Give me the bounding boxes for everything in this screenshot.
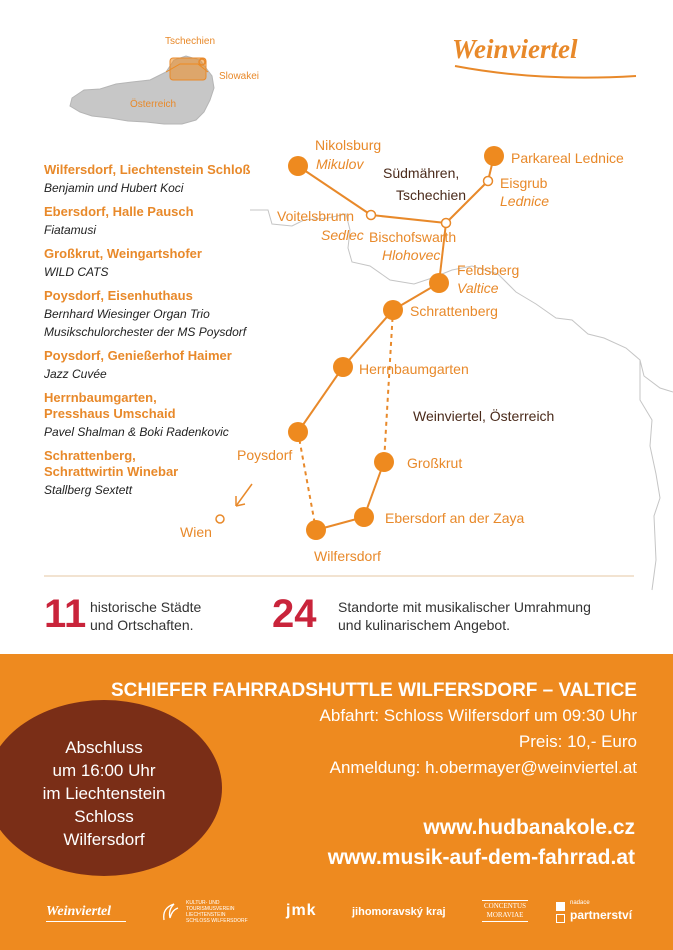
stop-parkareal [484, 146, 504, 166]
stop-bischofswarth [442, 219, 451, 228]
label-mikulov: Mikulov [316, 156, 364, 172]
venue-place: Poysdorf, Eisenhuthaus [44, 288, 193, 303]
stop-nikolsburg [288, 156, 308, 176]
finale-line: Wilfersdorf [63, 830, 145, 849]
footer-logo-jihomoravsky: jihomoravský kraj [352, 906, 446, 918]
venue-act: Musikschulorchester der MS Poysdorf [44, 325, 247, 339]
label-bischofswarth: Bischofswarth [369, 229, 457, 245]
kultur-line: KULTUR- UND [186, 900, 220, 906]
label-parkareal: Parkareal Lednice [511, 150, 624, 166]
label-wien: Wien [180, 524, 212, 540]
label-grosskrut: Großkrut [407, 455, 463, 471]
region-weinviertel: Weinviertel, Österreich [413, 408, 555, 424]
venue-herrnbaumgarten [44, 390, 284, 440]
kultur-line: TOURISMUSVEREIN [186, 906, 235, 912]
stat-locations-text [338, 598, 591, 634]
stop-feldsberg [429, 273, 449, 293]
concentus-line: MORAVIAE [486, 911, 524, 919]
shuttle-price: Preis: 10,- Euro [518, 732, 637, 751]
footer-logo-weinviertel [46, 904, 126, 922]
shuttle-departure: Abfahrt: Schloss Wilfersdorf um 09:30 Uhr [319, 706, 637, 725]
venue-place: Poysdorf, Genießerhof Haimer [44, 348, 232, 363]
stat-towns-text [90, 598, 201, 634]
venue-place: Wilfersdorf, Liechtenstein Schloß [44, 162, 251, 177]
nadace-text: nadace [570, 900, 590, 906]
finale-line: um 16:00 Uhr [52, 761, 156, 780]
finale-oval [0, 700, 222, 876]
venue-place: Großkrut, Weingartshofer [44, 246, 202, 261]
venue-ebersdorf [44, 204, 284, 238]
stop-grosskrut [374, 452, 394, 472]
label-schrattenberg: Schrattenberg [410, 303, 498, 319]
venue-act: Fiatamusi [44, 223, 97, 237]
venue-place-line: Schrattwirtin Winebar [44, 464, 179, 479]
inset-map [70, 36, 259, 124]
venue-act: Bernhard Wiesinger Organ Trio [44, 307, 210, 321]
shuttle-title: SCHIEFER FAHRRADSHUTTLE WILFERSDORF – VALTICE [110, 680, 637, 701]
label-ebersdorf: Ebersdorf an der Zaya [385, 510, 525, 526]
inset-label-austria: Österreich [130, 99, 177, 110]
stat-locations-line: und kulinarischem Angebot. [338, 617, 510, 633]
stat-locations-line: Standorte mit musikalischer Umrahmung [338, 599, 591, 615]
label-valtice: Valtice [457, 280, 499, 296]
inset-highlight [170, 58, 206, 80]
footer-logos [0, 892, 673, 950]
stat-towns-number: 11 [44, 592, 87, 636]
stop-voitelsbrunn [367, 211, 376, 220]
stat-towns-line: und Ortschaften. [90, 617, 194, 633]
venue-place-line: Presshaus Umschaid [44, 406, 176, 421]
stop-poysdorf [288, 422, 308, 442]
finale-line: Schloss [74, 807, 134, 826]
stop-schrattenberg [383, 300, 403, 320]
label-poysdorf: Poysdorf [237, 447, 293, 463]
label-lednice: Lednice [500, 193, 550, 209]
region-south-moravia-1: Südmähren, [383, 165, 460, 181]
footer-weinviertel-text: Weinviertel [46, 904, 112, 919]
venue-act: Jazz Cuvée [44, 367, 107, 381]
label-hlohovec: Hlohovec [382, 247, 441, 263]
finale-text [0, 736, 222, 851]
weinviertel-logo-text: Weinviertel [452, 34, 578, 64]
venue-act: WILD CATS [44, 265, 109, 279]
venue-place-line: Herrnbaumgarten, [44, 390, 157, 405]
venue-poysdorf-eisenhuthaus [44, 288, 294, 340]
venue-poysdorf-haimer [44, 348, 284, 382]
inset-label-czechia: Tschechien [165, 36, 216, 47]
website-hudbanakole[interactable]: www.hudbanakole.cz [423, 816, 635, 839]
stop-wilfersdorf [306, 520, 326, 540]
kultur-line: LIECHTENSTEIN [186, 912, 226, 918]
stat-towns-line: historische Städte [90, 599, 202, 615]
finale-line: Abschluss [65, 738, 143, 757]
stop-herrnbaumgarten [333, 357, 353, 377]
venue-act: Pavel Shalman & Boki Radenkovic [44, 425, 229, 439]
stop-wien [216, 515, 224, 523]
inset-label-slovakia: Slowakei [219, 71, 260, 82]
label-nikolsburg: Nikolsburg [315, 137, 382, 153]
website-musik-auf-dem-fahrrad[interactable]: www.musik-auf-dem-fahrrad.at [327, 846, 635, 869]
finale-line: im Liechtenstein [42, 784, 166, 803]
label-herrnbaumgarten: Herrnbaumgarten [359, 361, 469, 377]
venue-place-line: Schrattenberg, [44, 448, 136, 463]
label-eisgrub: Eisgrub [500, 175, 548, 191]
label-wilfersdorf: Wilfersdorf [314, 548, 381, 564]
venue-grosskrut [44, 246, 284, 280]
label-feldsberg: Feldsberg [457, 262, 520, 278]
concentus-line: CONCENTUS [484, 902, 527, 910]
venue-place: Ebersdorf, Halle Pausch [44, 204, 194, 219]
venue-schrattenberg [44, 448, 284, 498]
footer-logo-jmk: jmk [286, 902, 317, 919]
shuttle-registration: Anmeldung: h.obermayer@weinviertel.at [329, 758, 637, 777]
partnerstvi-text: partnerství [570, 908, 633, 922]
venue-act: Benjamin und Hubert Koci [44, 181, 184, 195]
weinviertel-logo [452, 34, 636, 78]
venue-wilfersdorf [44, 162, 284, 196]
stop-eisgrub [484, 177, 493, 186]
label-voitelsbrunn: Voitelsbrunn [277, 208, 355, 224]
stat-locations-number: 24 [272, 592, 317, 636]
kultur-swirl-icon [160, 900, 182, 924]
footer-logo-concentus [482, 900, 528, 922]
kultur-line: SCHLOSS WILFERSDORF [186, 918, 248, 924]
region-south-moravia-2: Tschechien [396, 187, 467, 203]
label-sedlec: Sedlec [321, 227, 364, 243]
stop-ebersdorf [354, 507, 374, 527]
venue-act: Stallberg Sextett [44, 483, 133, 497]
